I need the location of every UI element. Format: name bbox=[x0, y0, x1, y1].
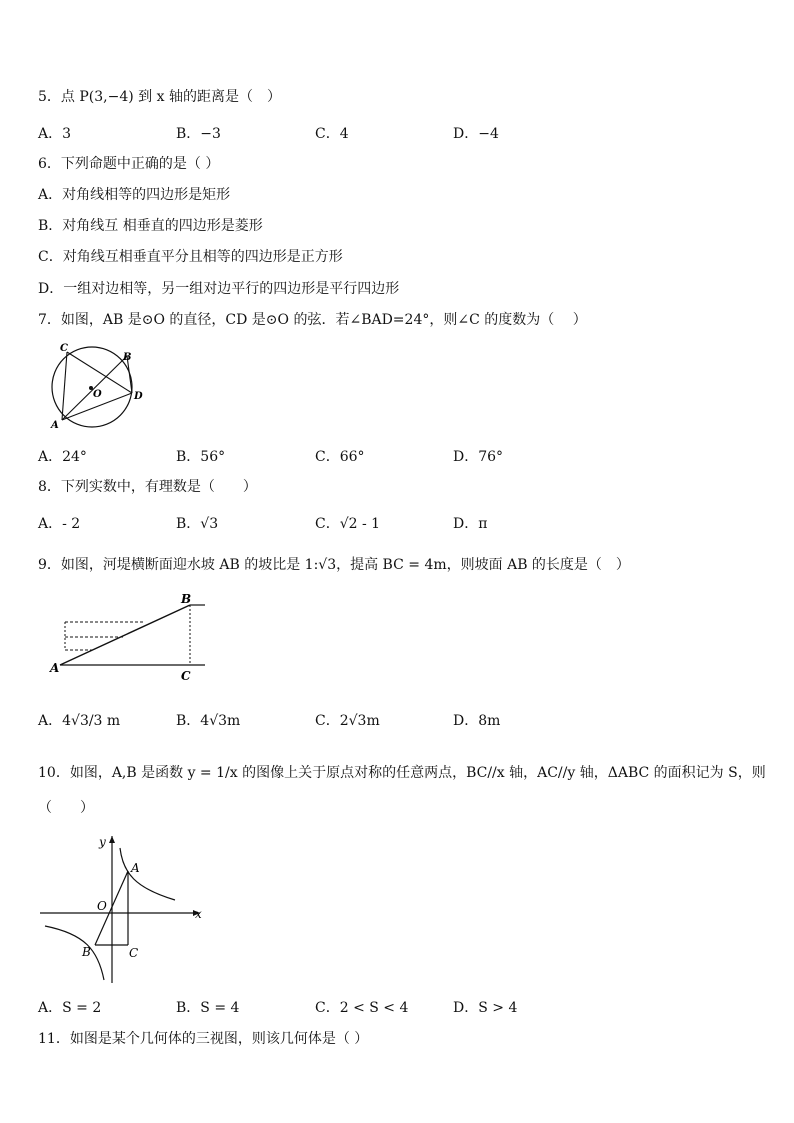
label-x: x bbox=[195, 907, 202, 921]
chord-ac bbox=[62, 352, 67, 420]
q9-option-c[interactable]: C．2√3m bbox=[315, 713, 380, 729]
q7-option-c[interactable]: C．66° bbox=[315, 449, 365, 465]
q10-option-c[interactable]: C．2 < S < 4 bbox=[315, 1000, 409, 1016]
q7-stem: 7．如图，AB 是⊙O 的直径，CD 是⊙O 的弦．若∠BAD=24°，则∠C 的度数为（ ） bbox=[38, 312, 587, 328]
q8-option-b[interactable]: B．√3 bbox=[176, 516, 219, 532]
q10-option-d[interactable]: D．S > 4 bbox=[453, 1000, 518, 1016]
label-c: C bbox=[60, 343, 68, 354]
q7-circle-figure bbox=[40, 340, 150, 435]
q5-option-a[interactable]: A．3 bbox=[38, 126, 72, 142]
q6-choice-b[interactable]: B．对角线互 相垂直的四边形是菱形 bbox=[38, 218, 263, 234]
q9-stem: 9．如图，河堤横断面迎水坡 AB 的坡比是 1:√3，提高 BC = 4m，则坡面 AB 的长度是（ ） bbox=[38, 557, 630, 573]
q7-option-b[interactable]: B．56° bbox=[176, 449, 226, 465]
label-c: C bbox=[129, 946, 139, 960]
q8-stem: 8．下列实数中，有理数是（ ） bbox=[38, 479, 257, 495]
q9-option-a[interactable]: A．4√3/3 m bbox=[38, 713, 121, 729]
label-b: B bbox=[181, 592, 192, 606]
q9-option-b[interactable]: B．4√3m bbox=[176, 713, 241, 729]
q7-option-d[interactable]: D．76° bbox=[453, 449, 504, 465]
q10-option-b[interactable]: B．S = 4 bbox=[176, 1000, 240, 1016]
q8-option-c[interactable]: C．√2 - 1 bbox=[315, 516, 381, 532]
q5-option-c[interactable]: C．4 bbox=[315, 126, 349, 142]
q8-option-d[interactable]: D．π bbox=[453, 516, 488, 532]
label-o: O bbox=[93, 389, 102, 400]
q5-stem: 5．点 P(3,−4) 到 x 轴的距离是（ ） bbox=[38, 89, 281, 105]
q10-stem-line2: （ ） bbox=[38, 800, 94, 816]
q9-option-d[interactable]: D．8m bbox=[453, 713, 501, 729]
q10-options bbox=[38, 997, 758, 1019]
label-b: B bbox=[123, 352, 132, 363]
q10-option-a[interactable]: A．S = 2 bbox=[38, 1000, 102, 1016]
label-o: O bbox=[97, 899, 107, 913]
q10-hyperbola-figure bbox=[35, 828, 210, 988]
diameter-ab bbox=[62, 356, 127, 420]
q11-stem: 11．如图是某个几何体的三视图，则该几何体是（ ） bbox=[38, 1031, 369, 1047]
q6-choice-a[interactable]: A．对角线相等的四边形是矩形 bbox=[38, 187, 231, 203]
q9-slope-figure bbox=[45, 590, 220, 685]
slope-ab bbox=[60, 605, 190, 665]
q8-option-a[interactable]: A．- 2 bbox=[38, 516, 81, 532]
label-a: A bbox=[131, 861, 140, 875]
label-c: C bbox=[181, 669, 191, 683]
q8-options bbox=[38, 513, 758, 535]
q10-stem-line1: 10．如图，A,B 是函数 y = 1/x 的图像上关于原点对称的任意两点，BC//x 轴，AC//y 轴，ΔABC 的面积记为 S，则 bbox=[38, 765, 766, 781]
hyperbola-branch-q3 bbox=[45, 926, 104, 980]
q6-choice-c[interactable]: C．对角线互相垂直平分且相等的四边形是正方形 bbox=[38, 249, 343, 265]
q9-options bbox=[38, 710, 758, 732]
label-d: D bbox=[134, 391, 143, 402]
q6-stem: 6．下列命题中正确的是（ ） bbox=[38, 156, 220, 172]
q6-choice-d[interactable]: D．一组对边相等，另一组对边平行的四边形是平行四边形 bbox=[38, 281, 400, 297]
label-b: B bbox=[82, 945, 91, 959]
label-a: A bbox=[50, 661, 60, 675]
q7-options bbox=[38, 446, 758, 468]
label-a: A bbox=[51, 420, 59, 431]
q7-option-a[interactable]: A．24° bbox=[38, 449, 87, 465]
label-y: y bbox=[99, 835, 106, 849]
q5-option-d[interactable]: D．−4 bbox=[453, 126, 499, 142]
q5-option-b[interactable]: B．−3 bbox=[176, 126, 221, 142]
y-axis-arrow bbox=[109, 836, 115, 843]
q5-options bbox=[38, 123, 758, 145]
